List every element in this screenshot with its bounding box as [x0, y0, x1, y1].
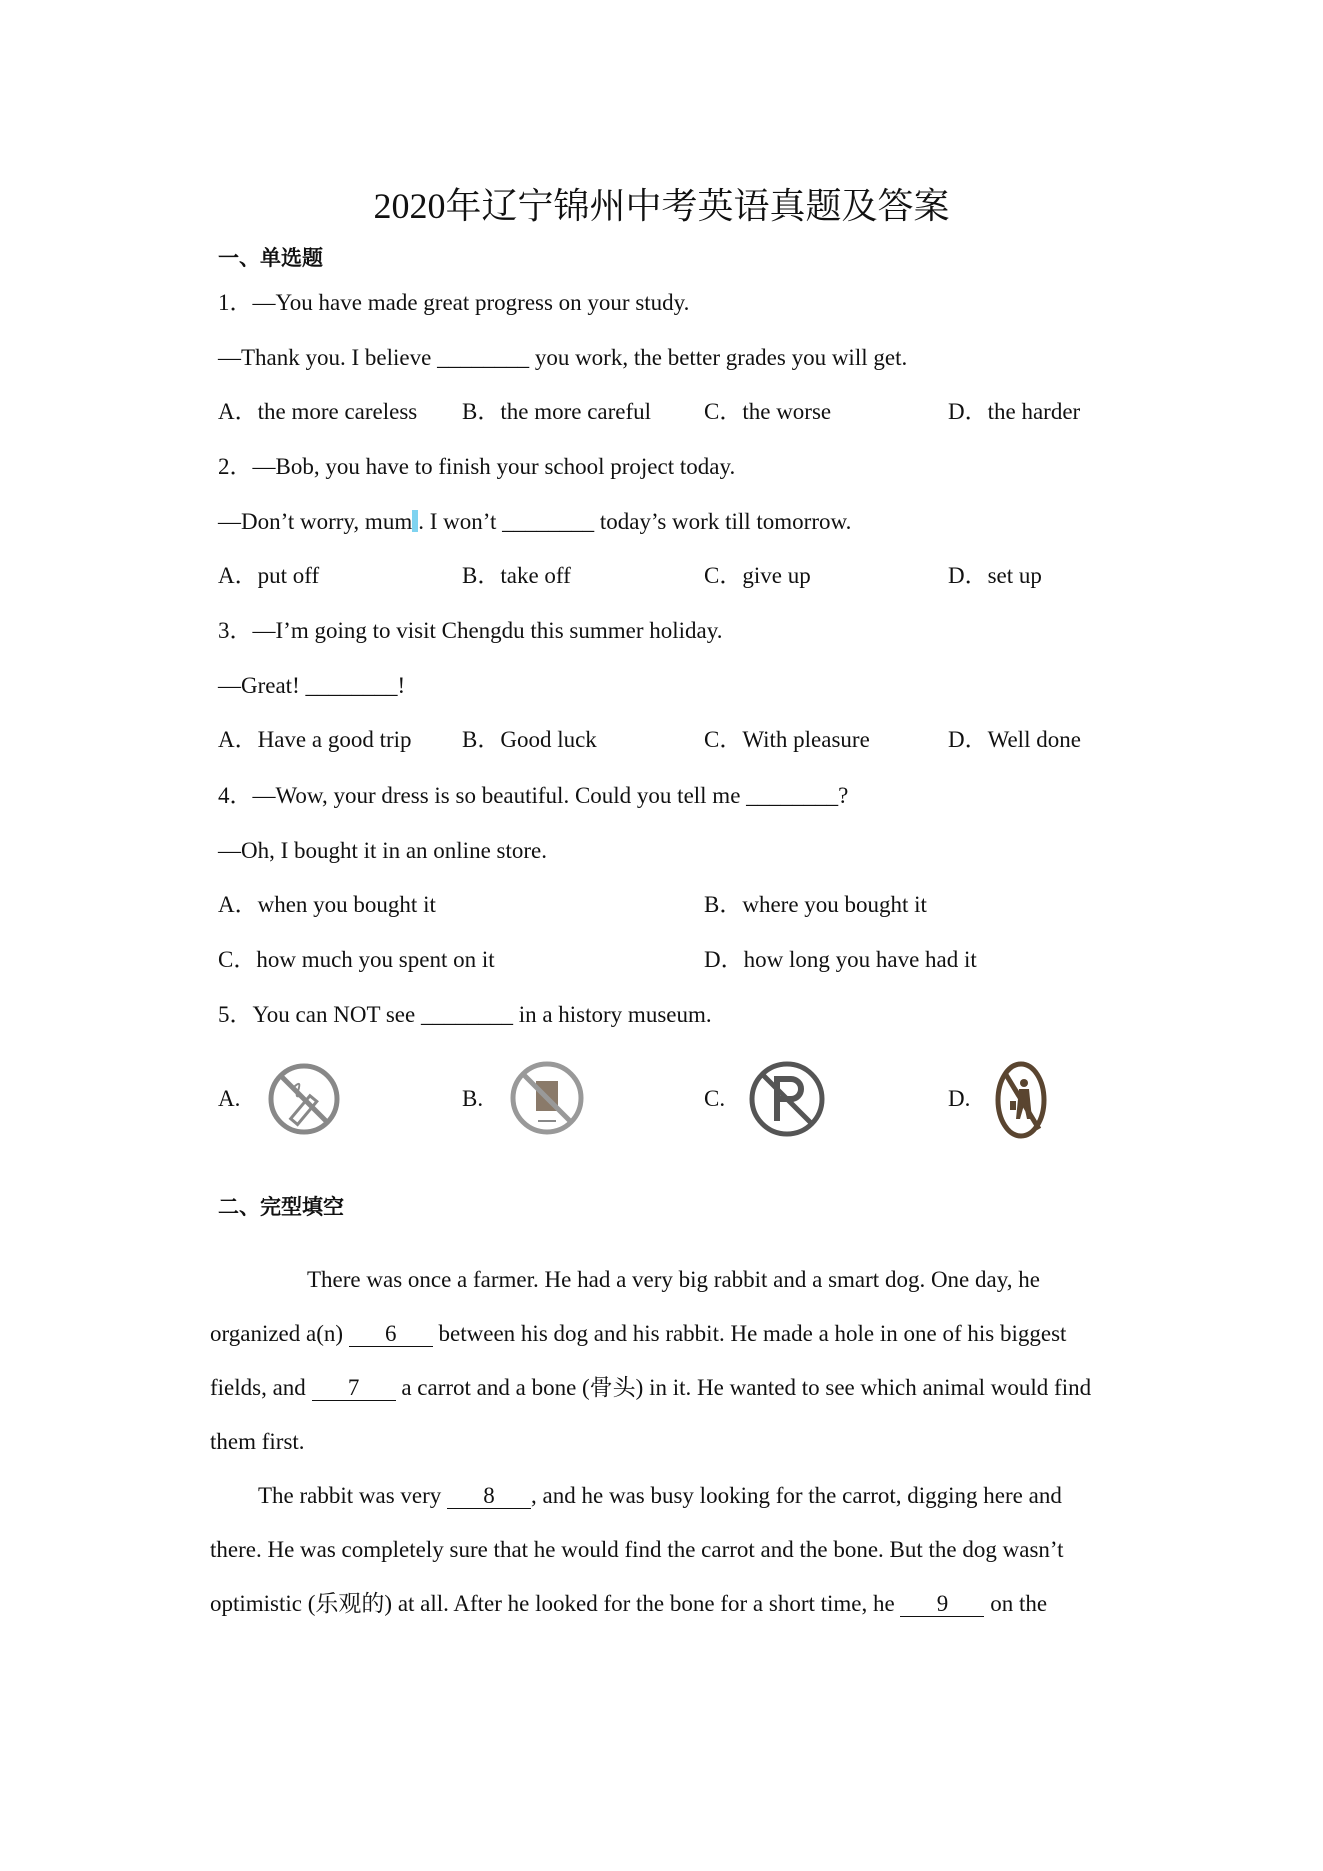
q5-option-c: C. — [704, 1086, 726, 1111]
q3-option-c: C．With pleasure — [704, 727, 870, 752]
cloze-p1-line3 — [210, 1373, 1091, 1403]
no-parking-icon — [747, 1059, 827, 1139]
q1-option-d: D．the harder — [948, 399, 1081, 424]
text: on the — [984, 1591, 1048, 1616]
q2-line2-end: . I won’t ________ today’s work till tomorrow. — [418, 509, 852, 534]
question-4-line2: —Oh, I bought it in an online store. — [218, 838, 547, 863]
text: organized a(n) — [210, 1321, 349, 1346]
text: fields, and — [210, 1375, 312, 1400]
text: , and he was busy looking for the carrot, digging here and — [531, 1483, 1062, 1508]
q1-option-b: B．the more careful — [462, 399, 652, 424]
cloze-p1-line4: them first. — [210, 1429, 305, 1454]
q3-option-a: A．Have a good trip — [218, 727, 412, 752]
question-5-stem: 5．You can NOT see ________ in a history museum. — [218, 1002, 712, 1027]
q4-option-b: B．where you bought it — [704, 892, 927, 917]
q3-option-d: D．Well done — [948, 727, 1081, 752]
question-1-line2: —Thank you. I believe ________ you work, the better grades you will get. — [218, 345, 908, 370]
q1-option-c: C．the worse — [704, 399, 832, 424]
q5-option-d: D. — [948, 1086, 971, 1111]
section-heading-single-choice: 一、单选题 — [218, 246, 323, 270]
cloze-p1-line1: There was once a farmer. He had a very big rabbit and a smart dog. One day, he — [307, 1267, 1040, 1292]
cloze-p2-line2: there. He was completely sure that he would find the carrot and the bone. But the dog wasn’t — [210, 1537, 1064, 1562]
q4-option-d: D．how long you have had it — [704, 947, 977, 972]
q5-option-b: B. — [462, 1086, 484, 1111]
question-2-stem: 2．—Bob, you have to finish your school project today. — [218, 454, 736, 479]
no-littering-icon — [993, 1059, 1049, 1141]
question-3-line2: —Great! ________! — [218, 673, 406, 698]
cloze-p2-line3 — [210, 1589, 1047, 1619]
question-1-stem: 1．—You have made great progress on your study. — [218, 290, 690, 315]
text: optimistic (乐观的) at all. After he looked for the bone for a short time, he — [210, 1591, 901, 1616]
q2-option-c: C．give up — [704, 563, 811, 588]
text: a carrot and a bone (骨头) in it. He wanted to see which animal would find — [395, 1375, 1092, 1400]
text: The rabbit was very — [258, 1483, 448, 1508]
page-title: 2020年辽宁锦州中考英语真题及答案 — [373, 186, 950, 226]
question-3-stem: 3．—I’m going to visit Chengdu this summer holiday. — [218, 618, 723, 643]
question-2-line2 — [218, 507, 851, 537]
blank-7: 7 — [312, 1376, 396, 1401]
blank-6: 6 — [349, 1322, 433, 1347]
q2-option-b: B．take off — [462, 563, 571, 588]
q1-option-a: A．the more careless — [218, 399, 418, 424]
cloze-p2-line1 — [258, 1481, 1062, 1511]
q4-option-c: C．how much you spent on it — [218, 947, 495, 972]
text: between his dog and his rabbit. He made a hole in one of his biggest — [432, 1321, 1067, 1346]
no-smoking-icon — [266, 1061, 342, 1137]
q5-option-a: A. — [218, 1086, 241, 1111]
q4-option-a: A．when you bought it — [218, 892, 436, 917]
q2-option-a: A．put off — [218, 563, 320, 588]
no-touching-icon — [508, 1059, 586, 1137]
blank-8: 8 — [447, 1484, 531, 1509]
q2-option-d: D．set up — [948, 563, 1042, 588]
q2-line2-start: —Don’t worry, mum — [218, 509, 413, 534]
section-heading-cloze: 二、完型填空 — [218, 1195, 344, 1219]
blank-9: 9 — [900, 1592, 984, 1617]
question-4-stem: 4．—Wow, your dress is so beautiful. Could you tell me ________? — [218, 783, 849, 808]
q3-option-b: B．Good luck — [462, 727, 597, 752]
cloze-p1-line2 — [210, 1319, 1066, 1349]
